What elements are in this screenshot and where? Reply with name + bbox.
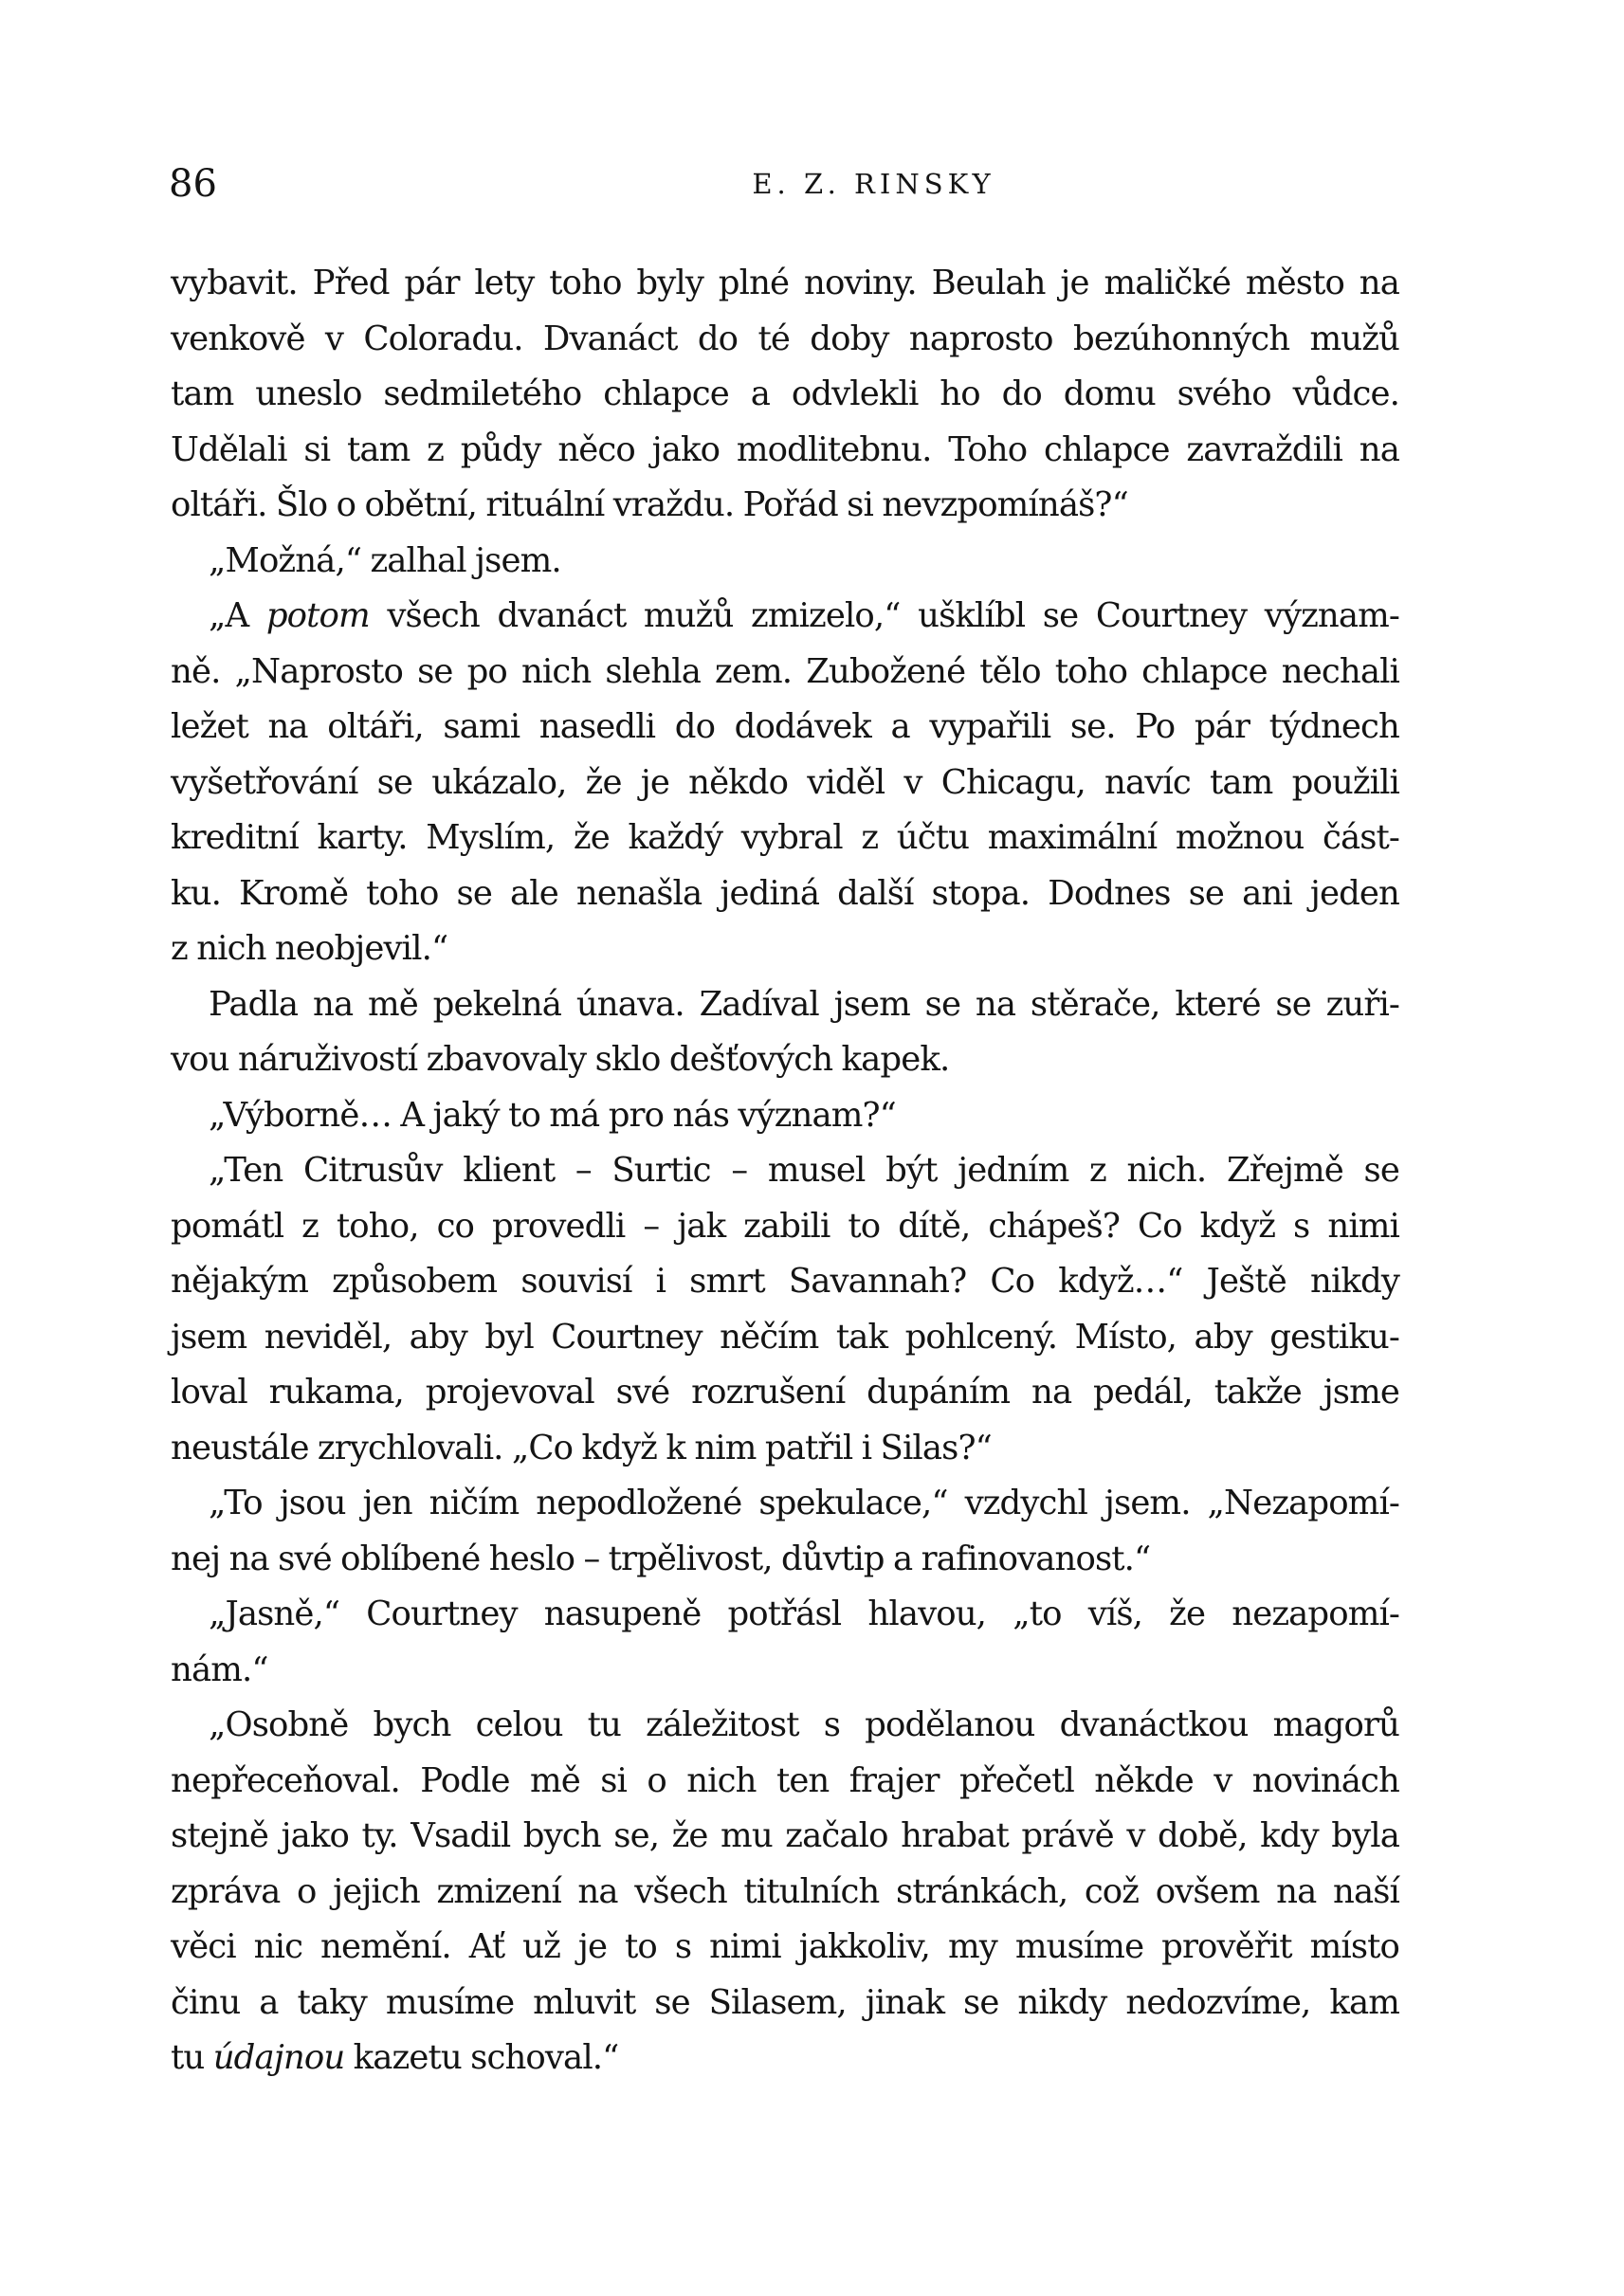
text-line: neustále zrychlovali. „Co když k nim patřil i Silas?“ [171, 1428, 992, 1467]
text-line: „Ten Citrusův klient – Surtic – musel být jedním z nich. Zřejmě se [209, 1151, 1399, 1190]
text-line: tu údajnou kazetu schoval.“ [171, 2038, 619, 2077]
text-line: „A potom všech dvanáct mužů zmizelo,“ ušklíbl se Courtney význam- [209, 596, 1399, 635]
text-line: jsem neviděl, aby byl Courtney něčím tak pohlcený. Místo, aby gestiku- [171, 1317, 1399, 1357]
emphasized-word: údajnou [212, 2038, 345, 2077]
emphasized-word: potom [265, 596, 370, 635]
text-line: ku. Kromě toho se ale nenašla jediná další stopa. Dodnes se ani jeden [171, 873, 1399, 913]
text-line: „Možná,“ zalhal jsem. [209, 540, 561, 580]
text-line: vyšetřování se ukázalo, že je někdo viděl v Chicagu, navíc tam použili [171, 762, 1399, 802]
text-line: nepřeceňoval. Podle mě si o nich ten frajer přečetl někde v novinách [171, 1760, 1399, 1800]
text-line: Padla na mě pekelná únava. Zadíval jsem se na stěrače, které se zuři- [209, 984, 1399, 1024]
page-number: 86 [169, 162, 217, 206]
text-line: „Jasně,“ Courtney nasupeně potřásl hlavou, „to víš, že nezapomí- [209, 1594, 1399, 1633]
text-line: stejně jako ty. Vsadil bych se, že mu začalo hrabat právě v době, kdy byla [171, 1816, 1399, 1855]
text-line: oltáři. Šlo o obětní, rituální vraždu. Pořád si nevzpomínáš?“ [171, 485, 1128, 524]
text-line: ně. „Naprosto se po nich slehla zem. Zubožené tělo toho chlapce nechali [171, 651, 1399, 691]
text-line: „Výborně… A jaký to má pro nás význam?“ [209, 1095, 896, 1135]
text-line: „Osobně bych celou tu záležitost s podělanou dvanáctkou magorů [209, 1705, 1399, 1744]
text-line: venkově v Coloradu. Dvanáct do té doby naprosto bezúhonných mužů [171, 319, 1399, 358]
text-line: zpráva o jejich zmizení na všech titulních stránkách, což ovšem na naší [171, 1871, 1399, 1911]
text-line: loval rukama, projevoval své rozrušení dupáním na pedál, takže jsme [171, 1373, 1399, 1412]
text-line: nej na své oblíbené heslo – trpělivost, důvtip a rafinovanost.“ [171, 1539, 1151, 1578]
text-line: Udělali si tam z půdy něco jako modlitebnu. Toho chlapce zavraždili na [171, 429, 1399, 469]
text-line: činu a taky musíme mluvit se Silasem, jinak se nikdy nedozvíme, kam [171, 1982, 1399, 2022]
text-line: ležet na oltáři, sami nasedli do dodávek a vypařili se. Po pár týdnech [171, 707, 1399, 746]
text-line: z nich neobjevil.“ [171, 929, 448, 968]
text-line: kreditní karty. Myslím, že každý vybral z účtu maximální možnou část- [171, 818, 1399, 857]
text-line: pomátl z toho, co provedli – jak zabili to dítě, chápeš? Co když s nimi [171, 1206, 1399, 1246]
text-line: tam uneslo sedmiletého chlapce a odvlekli ho do domu svého vůdce. [171, 374, 1399, 413]
body-text [171, 256, 1399, 2086]
text-line: nám.“ [171, 1649, 268, 1689]
running-head-author: E. Z. RINSKY [752, 168, 995, 200]
text-line: „To jsou jen ničím nepodložené spekulace,“ vzdychl jsem. „Nezapomí- [209, 1484, 1399, 1522]
text-line: vou náruživostí zbavovaly sklo dešťových kapek. [171, 1040, 950, 1079]
text-line: nějakým způsobem souvisí i smrt Savannah? Co když…“ Ještě nikdy [171, 1262, 1399, 1301]
text-line: vybavit. Před pár lety toho byly plné noviny. Beulah je maličké město na [171, 264, 1399, 302]
text-line: věci nic nemění. Ať už je to s nimi jakkoliv, my musíme prověřit místo [171, 1927, 1399, 1966]
